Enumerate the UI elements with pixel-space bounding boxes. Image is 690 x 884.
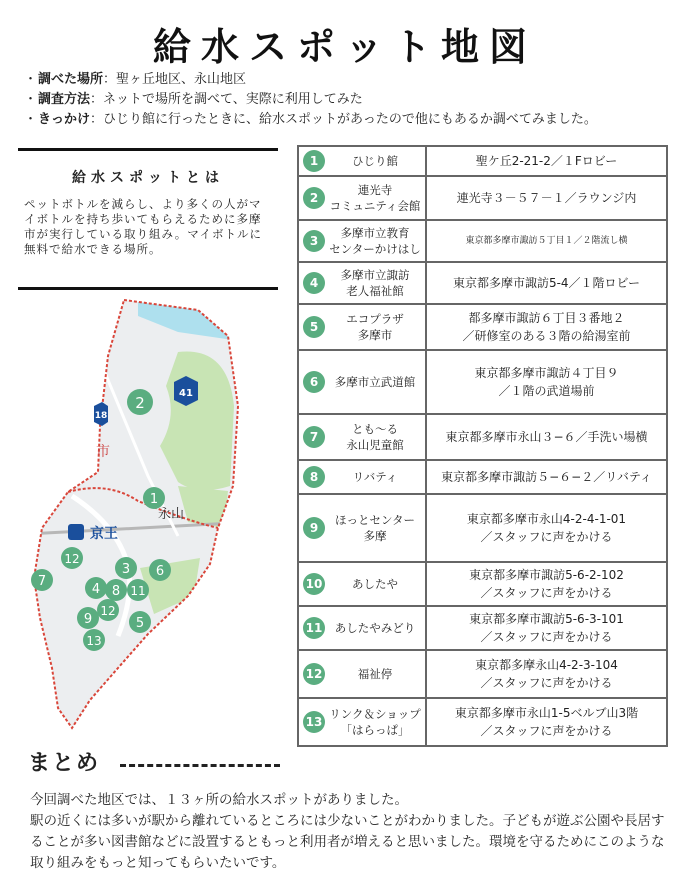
spot-name-cell xyxy=(298,262,426,304)
station-label: 京王 xyxy=(90,526,118,542)
spot-name-cell xyxy=(298,414,426,460)
spot-name-cell xyxy=(298,350,426,414)
route-sign-41 xyxy=(174,376,198,406)
spot-address: 東京都多摩永山4-2-3-104 ／スタッフに声をかける xyxy=(475,658,618,690)
map-marker-7[interactable] xyxy=(31,569,53,591)
spot-name-cell xyxy=(298,220,426,262)
bullet: ・ xyxy=(24,92,38,107)
bullet: ・ xyxy=(24,72,38,87)
route-label: 41 xyxy=(179,388,193,399)
map-marker-13[interactable] xyxy=(83,629,105,651)
spot-name-cell xyxy=(298,176,426,220)
route-label: 18 xyxy=(94,411,108,421)
spot-name: 福祉停 xyxy=(357,667,393,681)
map-marker-3[interactable] xyxy=(115,557,137,579)
map-marker-11[interactable] xyxy=(127,579,149,601)
intro-label: 調査方法 xyxy=(38,92,91,107)
summary-divider xyxy=(120,764,280,767)
svg-text:6: 6 xyxy=(155,564,165,579)
map-marker-12-south[interactable] xyxy=(97,599,119,621)
spot-address-cell xyxy=(426,304,667,350)
spot-name-cell xyxy=(298,562,426,606)
summary-title: まとめ xyxy=(28,751,101,776)
spot-address: 東京都多摩市諏訪5-6-3-101 ／スタッフに声をかける xyxy=(469,612,624,644)
table-row xyxy=(298,494,667,562)
definition-box xyxy=(18,148,278,290)
map-marker-1[interactable] xyxy=(143,487,165,509)
spot-address: 東京都多摩市永山1-5ベルブ山3階 ／スタッフに声をかける xyxy=(454,706,639,738)
table-row xyxy=(298,460,667,494)
number-badge: 8 xyxy=(303,466,325,488)
spot-name: エコプラザ 多摩市 xyxy=(346,312,404,342)
spot-name: 多摩市立諏訪 老人福祉館 xyxy=(340,268,410,298)
svg-text:13: 13 xyxy=(86,634,102,648)
intro-label: きっかけ xyxy=(38,112,91,127)
svg-text:7: 7 xyxy=(37,574,47,589)
spot-name: リンク＆ショップ 「はらっぱ」 xyxy=(329,707,421,737)
definition-title: 給水スポットとは xyxy=(72,170,224,186)
svg-text:12: 12 xyxy=(100,604,116,618)
spot-name: 多摩市立武道館 xyxy=(334,375,416,389)
bullet: ・ xyxy=(24,112,38,127)
intro-text: ：ひじり館に行ったときに、給水スポットがあったので他にもあるか調べてみました。 xyxy=(90,112,597,127)
map-marker-4[interactable] xyxy=(85,577,107,599)
intro-text: ：聖ヶ丘地区、永山地区 xyxy=(103,72,247,87)
number-badge: 5 xyxy=(303,316,325,338)
svg-text:9: 9 xyxy=(83,612,93,627)
number-badge: 3 xyxy=(303,230,325,252)
spot-address: 東京都多摩市諏訪５丁目１／２階流し横 xyxy=(465,236,628,246)
spot-address-cell xyxy=(426,650,667,698)
table-row xyxy=(298,606,667,650)
spot-address-cell xyxy=(426,494,667,562)
number-badge: 1 xyxy=(303,150,325,172)
spot-address: 東京都多摩市永山4-2-4-1-01 ／スタッフに声をかける xyxy=(466,512,627,544)
table-row xyxy=(298,146,667,176)
intro-label: 調べた場所 xyxy=(38,72,104,87)
spot-name-cell xyxy=(298,606,426,650)
spot-name: あしたやみどり xyxy=(334,621,416,635)
number-badge: 10 xyxy=(303,573,325,595)
map-marker-12-north[interactable] xyxy=(61,547,83,569)
map-marker-5[interactable] xyxy=(129,611,151,633)
table-row xyxy=(298,220,667,262)
intro-item-method xyxy=(24,90,684,110)
spot-address: 連光寺３－５７－１／ラウンジ内 xyxy=(456,191,637,205)
spot-name-cell xyxy=(298,650,426,698)
spot-table xyxy=(297,145,668,747)
intro-text: ：ネットで場所を調べて、実際に利用してみた xyxy=(90,92,363,107)
page-title: 給水スポット地図 xyxy=(152,25,537,69)
intro-list xyxy=(24,70,684,130)
svg-text:5: 5 xyxy=(135,616,145,631)
spot-address-cell xyxy=(426,562,667,606)
spot-name: リバティ xyxy=(352,470,398,484)
svg-text:8: 8 xyxy=(111,584,121,599)
number-badge: 6 xyxy=(303,371,325,393)
spot-address-cell xyxy=(426,698,667,746)
spot-name-cell xyxy=(298,304,426,350)
station-keio xyxy=(68,524,118,542)
spot-address-cell xyxy=(426,606,667,650)
spot-name: ひじり館 xyxy=(352,154,398,168)
spot-address-cell xyxy=(426,220,667,262)
table-row xyxy=(298,350,667,414)
svg-text:11: 11 xyxy=(130,584,146,598)
spot-address-cell xyxy=(426,146,667,176)
map-marker-6[interactable] xyxy=(149,559,171,581)
map-label-city: 市 xyxy=(96,444,110,460)
number-badge: 9 xyxy=(303,517,325,539)
number-badge: 2 xyxy=(303,187,325,209)
svg-text:3: 3 xyxy=(121,562,131,577)
number-badge: 12 xyxy=(303,663,325,685)
map-marker-2[interactable] xyxy=(127,389,153,415)
spot-address: 東京都多摩市永山３−６／手洗い場横 xyxy=(445,430,648,444)
map-marker-8[interactable] xyxy=(105,579,127,601)
spot-address-cell xyxy=(426,176,667,220)
spot-name: 多摩市立教育 センターかけはし xyxy=(329,226,421,256)
summary-paragraph: 駅の近くには多いが駅から離れているところには少ないことがわかりました。子どもが遊ぶ公園や長居することが多い図書館などに設置するともっと利用者が増えると思いました。環境を守るためにこのような取り組みをもっと知ってもらいたいです。 xyxy=(30,813,665,871)
intro-item-motive xyxy=(24,110,684,130)
spot-address: 東京都多摩市諏訪４丁目９ ／１階の武道場前 xyxy=(474,366,619,398)
table-row xyxy=(298,176,667,220)
summary-text xyxy=(30,790,670,874)
svg-text:4: 4 xyxy=(91,582,101,597)
spot-address-cell xyxy=(426,350,667,414)
number-badge: 13 xyxy=(303,711,325,733)
spot-name-cell xyxy=(298,146,426,176)
table-row xyxy=(298,262,667,304)
summary-paragraph: 今回調べた地区では、１３ヶ所の給水スポットがありました。 xyxy=(30,792,408,808)
table-row xyxy=(298,650,667,698)
svg-text:1: 1 xyxy=(149,492,159,507)
number-badge: 11 xyxy=(303,617,325,639)
table-row xyxy=(298,698,667,746)
spot-address: 東京都多摩市諏訪5-4／１階ロビー xyxy=(452,276,641,290)
table-row xyxy=(298,414,667,460)
map-marker-9[interactable] xyxy=(77,607,99,629)
spot-map xyxy=(28,296,252,740)
svg-text:2: 2 xyxy=(135,394,145,412)
spot-address-cell xyxy=(426,262,667,304)
spot-name: とも～る 永山児童館 xyxy=(346,422,404,452)
spot-name-cell xyxy=(298,494,426,562)
spot-name: ほっとセンター 多摩 xyxy=(334,513,416,543)
intro-item-location xyxy=(24,70,684,90)
spot-name: 連光寺 コミュニティ会館 xyxy=(329,183,421,213)
spot-address-cell xyxy=(426,414,667,460)
spot-address: 東京都多摩市諏訪5-6-2-102 ／スタッフに声をかける xyxy=(469,568,624,600)
map-label-nagayama: 永山 xyxy=(158,507,185,522)
definition-text: ペットボトルを減らし、より多くの人がマイボトルを持ち歩いてもらえるために多摩市が実行している取り組み。マイボトルに無料で給水できる場所。 xyxy=(24,197,262,256)
spot-name: あしたや xyxy=(352,577,398,591)
spot-address: 都多摩市諏訪６丁目３番地２ ／研修室のある３階の給湯室前 xyxy=(462,311,631,343)
table-row xyxy=(298,562,667,606)
spot-address: 聖ケ丘2-21-2／１Fロビー xyxy=(475,154,618,168)
table-row xyxy=(298,304,667,350)
route-sign-18 xyxy=(94,402,108,426)
spot-name-cell xyxy=(298,698,426,746)
spot-address-cell xyxy=(426,460,667,494)
svg-text:12: 12 xyxy=(64,552,80,566)
spot-address: 東京都多摩市諏訪５−６−２／リバティ xyxy=(441,470,652,484)
number-badge: 4 xyxy=(303,272,325,294)
spot-name-cell xyxy=(298,460,426,494)
number-badge: 7 xyxy=(303,426,325,448)
